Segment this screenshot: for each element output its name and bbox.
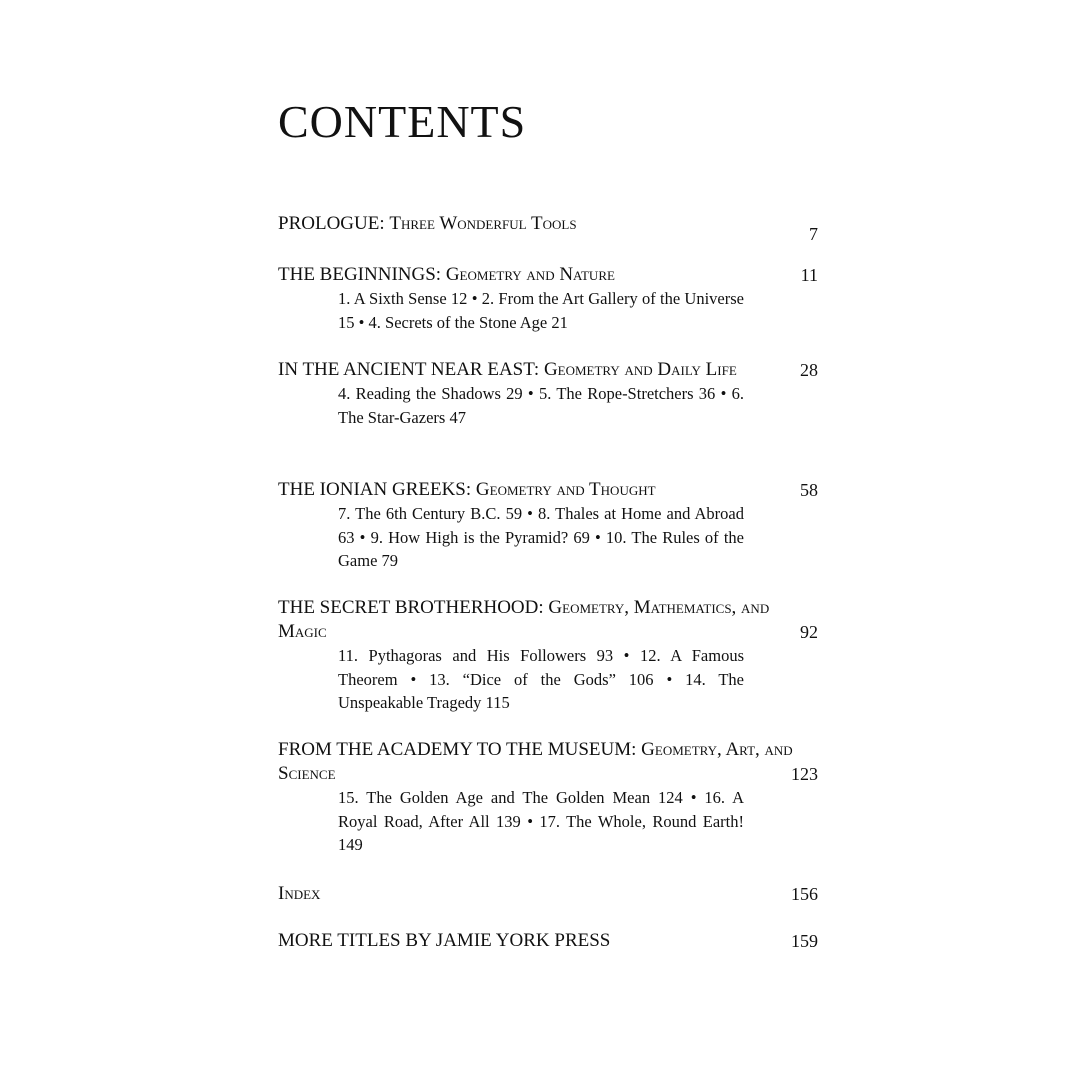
entry-heading bbox=[278, 882, 748, 906]
toc-entry-prologue bbox=[278, 212, 818, 244]
toc-entry-secret-brotherhood bbox=[278, 596, 818, 715]
entry-page-number: 92 bbox=[800, 622, 818, 642]
entry-heading bbox=[278, 478, 748, 502]
entry-heading-main: THE BEGINNINGS: bbox=[278, 264, 442, 285]
entry-heading bbox=[278, 212, 748, 236]
entry-page-number: 28 bbox=[800, 360, 818, 380]
entry-chapters: 11. Pythagoras and His Followers 93 • 12. A Famous Theorem • 13. “Dice of the Gods” 106 • 14. The Unspeakable Tragedy 115 bbox=[338, 646, 744, 712]
entry-heading-subtitle: Index bbox=[278, 883, 321, 904]
entry-heading bbox=[278, 929, 748, 953]
toc-entry-academy-museum bbox=[278, 738, 818, 857]
entry-page-number: 11 bbox=[800, 265, 818, 285]
entry-heading bbox=[278, 358, 748, 382]
entry-heading bbox=[278, 596, 788, 644]
entry-page-number: 159 bbox=[791, 931, 818, 951]
entry-chapters: 1. A Sixth Sense 12 • 2. From the Art Gallery of the Universe 15 • 4. Secrets of the Stone Age 21 bbox=[338, 289, 744, 332]
entry-chapters: 4. Reading the Shadows 29 • 5. The Rope-Stretchers 36 • 6. The Star-Gazers 47 bbox=[338, 384, 744, 427]
entry-heading-main: THE SECRET BROTHERHOOD: bbox=[278, 597, 544, 618]
entry-heading-subtitle: Geometry and Thought bbox=[475, 479, 656, 500]
entry-heading-subtitle: Three Wonderful Tools bbox=[389, 213, 577, 234]
entry-heading-subtitle: Geometry, Mathematics, and Magic bbox=[278, 597, 770, 642]
toc-entry-more-titles bbox=[278, 929, 818, 953]
entry-page-number: 7 bbox=[809, 224, 818, 244]
entry-heading bbox=[278, 263, 748, 287]
entry-chapters: 15. The Golden Age and The Golden Mean 124 • 16. A Royal Road, After All 139 • 17. The Whole, Round Earth! 149 bbox=[338, 788, 744, 854]
page-title: CONTENTS bbox=[278, 96, 527, 147]
toc-entry-ionian-greeks bbox=[278, 478, 818, 573]
entry-chapters: 7. The 6th Century B.C. 59 • 8. Thales at Home and Abroad 63 • 9. How High is the Pyramid? 69 • 10. The Rules of the Game 79 bbox=[338, 504, 744, 570]
entry-heading bbox=[278, 738, 808, 786]
toc-entry-near-east bbox=[278, 358, 818, 429]
entry-heading-main: IN THE ANCIENT NEAR EAST: bbox=[278, 359, 540, 380]
entry-heading-subtitle: Geometry and Nature bbox=[445, 264, 615, 285]
toc-entry-beginnings bbox=[278, 263, 818, 334]
entry-heading-main: MORE TITLES BY JAMIE YORK PRESS bbox=[278, 930, 611, 951]
entry-heading-subtitle: Geometry, Art, and Science bbox=[278, 739, 793, 784]
entry-heading-main: PROLOGUE: bbox=[278, 213, 385, 234]
entry-heading-main: THE IONIAN GREEKS: bbox=[278, 479, 472, 500]
entry-page-number: 156 bbox=[791, 884, 818, 904]
entry-page-number: 123 bbox=[791, 764, 818, 784]
entry-heading-subtitle: Geometry and Daily Life bbox=[543, 359, 737, 380]
toc-entry-index bbox=[278, 882, 818, 906]
entry-heading-main: FROM THE ACADEMY TO THE MUSEUM: bbox=[278, 739, 637, 760]
entry-page-number: 58 bbox=[800, 480, 818, 500]
